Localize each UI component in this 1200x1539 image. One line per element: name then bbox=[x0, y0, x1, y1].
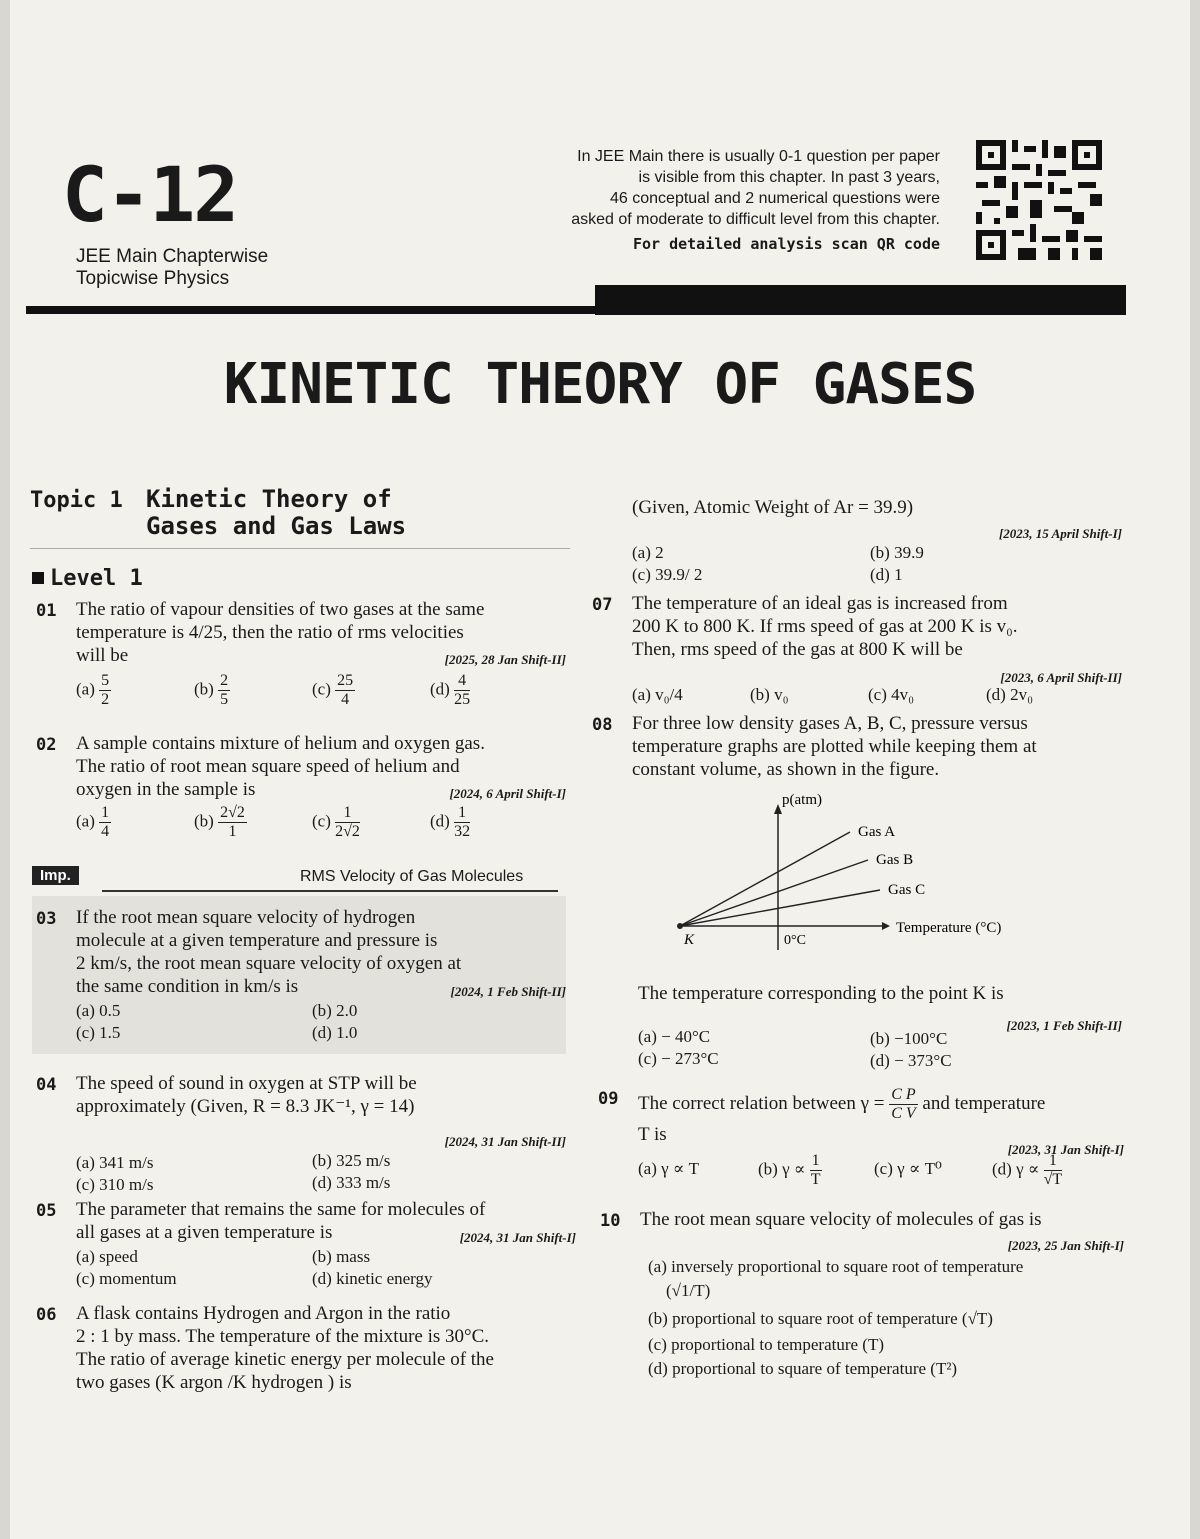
option-a-continued: (√1/T) bbox=[666, 1281, 711, 1300]
exam-source: [2024, 1 Feb Shift-II] bbox=[450, 984, 566, 999]
option-c[interactable]: (c) 310 m/s bbox=[76, 1175, 154, 1194]
exam-source: [2023, 6 April Shift-II] bbox=[1000, 670, 1122, 685]
intro-line: is visible from this chapter. In past 3 years, bbox=[638, 169, 940, 186]
level-heading bbox=[32, 566, 143, 591]
x-axis-label: Temperature (°C) bbox=[896, 920, 1002, 936]
option-a[interactable]: (a) − 40°C bbox=[638, 1027, 711, 1046]
question-text: constant volume, as shown in the figure. bbox=[632, 759, 940, 780]
intro-line: 46 conceptual and 2 numerical questions were bbox=[610, 190, 940, 207]
origin-label: 0°C bbox=[784, 933, 806, 948]
option-d[interactable]: (d) $\frac{4}{25}$ bbox=[430, 672, 471, 708]
question-07 bbox=[592, 592, 1122, 704]
question-09 bbox=[598, 1086, 1124, 1198]
book-title bbox=[76, 246, 268, 290]
option-d[interactable]: (d) 1.0 bbox=[312, 1023, 358, 1042]
option-d[interactable]: (d) γ ∝ $\frac{1}{√T}$ bbox=[992, 1152, 1063, 1188]
option-c[interactable]: (c) $\frac{25}{4}$ bbox=[312, 672, 354, 708]
question-text: Then, rms speed of the gas at 800 K will be bbox=[632, 639, 963, 660]
question-number: 02 bbox=[36, 735, 57, 755]
option-c[interactable]: (c) 1.5 bbox=[76, 1023, 121, 1042]
question-01 bbox=[36, 598, 566, 718]
qr-note: For detailed analysis scan QR code bbox=[632, 235, 940, 253]
question-02 bbox=[36, 732, 566, 852]
exam-source: [2023, 1 Feb Shift-II] bbox=[1006, 1018, 1122, 1033]
question-10 bbox=[600, 1208, 1124, 1388]
question-08 bbox=[592, 712, 1122, 792]
option-a[interactable]: (a) speed bbox=[76, 1247, 138, 1266]
x-axis-arrow-icon bbox=[882, 922, 890, 930]
question-number: 07 bbox=[592, 595, 613, 615]
question-text: The correct relation between γ = $\frac{\text{C P}}{\text{C V}}$ and temperature bbox=[638, 1086, 1046, 1122]
option-c[interactable]: (c) proportional to temperature (T) bbox=[648, 1335, 885, 1354]
option-b[interactable]: (b) $\frac{2}{5}$ bbox=[194, 672, 229, 708]
book-title-line1: JEE Main Chapterwise bbox=[76, 246, 269, 267]
question-text: approximately (Given, R = 8.3 JK⁻¹, γ = 14) bbox=[76, 1096, 415, 1117]
option-b[interactable]: (b) 2.0 bbox=[312, 1001, 358, 1020]
book-title-line2: Topicwise Physics bbox=[76, 268, 230, 289]
exam-source: [2023, 25 Jan Shift-I] bbox=[1007, 1238, 1124, 1253]
question-text: temperature is 4/25, then the ratio of rms velocities bbox=[76, 622, 464, 643]
option-c[interactable]: (c) 39.9/ 2 bbox=[632, 565, 703, 584]
option-b[interactable]: (b) −100°C bbox=[870, 1029, 948, 1048]
question-number: 01 bbox=[36, 601, 57, 621]
question-text: The ratio of average kinetic energy per molecule of the bbox=[76, 1349, 494, 1370]
gas-b-line bbox=[680, 860, 868, 926]
option-d[interactable]: (d) 1 bbox=[870, 565, 903, 584]
question-text: The parameter that remains the same for molecules of bbox=[76, 1199, 486, 1220]
question-text: The ratio of vapour densities of two gases at the same bbox=[76, 599, 485, 620]
question-text: the same condition in km/s is bbox=[76, 976, 299, 997]
question-number: 05 bbox=[36, 1201, 57, 1221]
option-a[interactable]: (a) 0.5 bbox=[76, 1001, 121, 1020]
question-text: 2 : 1 by mass. The temperature of the mixture is 30°C. bbox=[76, 1326, 490, 1347]
question-text: 2 km/s, the root mean square velocity of oxygen at bbox=[76, 953, 462, 974]
question-text: The ratio of root mean square speed of helium and bbox=[76, 756, 460, 777]
gas-c-line bbox=[680, 890, 880, 926]
point-k-label: K bbox=[684, 932, 695, 948]
question-04 bbox=[36, 1072, 566, 1194]
question-03 bbox=[36, 906, 566, 1046]
imp-rule bbox=[102, 890, 558, 892]
topic-title-line1: Kinetic Theory of bbox=[146, 485, 392, 513]
option-b[interactable]: (b) γ ∝ $\frac{1}{T}$ bbox=[758, 1152, 821, 1188]
question-text: For three low density gases A, B, C, pressure versus bbox=[632, 713, 1028, 734]
intro-line: asked of moderate to difficult level from this chapter. bbox=[571, 211, 940, 228]
option-d[interactable]: (d) 2v₀ bbox=[986, 685, 1033, 704]
question-text: The temperature of an ideal gas is increased from bbox=[632, 593, 1008, 614]
option-a[interactable]: (a) 341 m/s bbox=[76, 1153, 154, 1172]
option-d[interactable]: (d) 333 m/s bbox=[312, 1173, 391, 1192]
question-08-continued bbox=[638, 982, 1122, 1072]
point-k bbox=[677, 923, 683, 929]
question-number: 06 bbox=[36, 1305, 57, 1325]
pressure-temperature-graph bbox=[660, 790, 1060, 960]
option-b[interactable]: (b) v₀ bbox=[750, 685, 789, 704]
question-05 bbox=[36, 1198, 576, 1298]
option-b[interactable]: (b) mass bbox=[312, 1247, 371, 1266]
question-text: all gases at a given temperature is bbox=[76, 1222, 333, 1243]
option-a[interactable]: (a) γ ∝ T bbox=[638, 1159, 700, 1178]
option-c[interactable]: (c) − 273°C bbox=[638, 1049, 719, 1068]
option-c[interactable]: (c) momentum bbox=[76, 1269, 177, 1288]
option-d[interactable]: (d) kinetic energy bbox=[312, 1269, 433, 1288]
option-a[interactable]: (a) 2 bbox=[632, 543, 664, 562]
question-number: 09 bbox=[598, 1089, 619, 1109]
question-text: The temperature corresponding to the point K is bbox=[638, 983, 1004, 1004]
question-text: molecule at a given temperature and pressure is bbox=[76, 930, 438, 951]
option-a[interactable]: (a) v₀/4 bbox=[632, 685, 683, 704]
qr-code-icon[interactable] bbox=[976, 140, 1102, 260]
question-text: 200 K to 800 K. If rms speed of gas at 200 K is v₀. bbox=[632, 616, 1018, 637]
square-bullet-icon bbox=[32, 572, 44, 584]
exam-source: [2024, 31 Jan Shift-II] bbox=[444, 1134, 566, 1149]
exam-source: [2024, 31 Jan Shift-I] bbox=[459, 1230, 576, 1245]
exam-source: [2023, 15 April Shift-I] bbox=[998, 526, 1122, 541]
imp-label: RMS Velocity of Gas Molecules bbox=[300, 868, 524, 885]
exam-source: [2023, 31 Jan Shift-I] bbox=[1007, 1142, 1124, 1157]
header-rule bbox=[26, 306, 1126, 314]
question-text: If the root mean square velocity of hydrogen bbox=[76, 907, 416, 928]
question-number: 03 bbox=[36, 909, 57, 929]
question-text: temperature graphs are plotted while keeping them at bbox=[632, 736, 1037, 757]
topic-title bbox=[146, 486, 406, 540]
exam-source: [2025, 28 Jan Shift-II] bbox=[444, 652, 566, 667]
option-b[interactable]: (b) 325 m/s bbox=[312, 1151, 391, 1170]
question-text: oxygen in the sample is bbox=[76, 779, 256, 800]
question-number: 08 bbox=[592, 715, 613, 735]
question-text: The speed of sound in oxygen at STP will be bbox=[76, 1073, 417, 1094]
option-b[interactable]: (b) $\frac{2√2}{1}$ bbox=[194, 804, 245, 840]
option-d[interactable]: (d) $\frac{1}{32}$ bbox=[430, 804, 471, 840]
question-number: 10 bbox=[600, 1211, 621, 1231]
question-text: will be bbox=[76, 645, 129, 666]
gas-a-line bbox=[680, 832, 850, 926]
intro-line: In JEE Main there is usually 0-1 question per paper bbox=[577, 148, 940, 165]
option-d[interactable]: (d) proportional to square of temperature (T²) bbox=[648, 1359, 958, 1378]
option-a[interactable]: (a) inversely proportional to square root of temperature bbox=[648, 1257, 1024, 1276]
chapter-title: KINETIC THEORY OF GASES bbox=[223, 352, 977, 417]
exam-source: [2024, 6 April Shift-I] bbox=[449, 786, 566, 801]
question-06-continued bbox=[632, 496, 1122, 586]
option-c[interactable]: (c) 4v₀ bbox=[868, 685, 915, 704]
option-a[interactable]: (a) $\frac{5}{2}$ bbox=[76, 672, 110, 708]
question-number: 04 bbox=[36, 1075, 57, 1095]
question-text: The root mean square velocity of molecules of gas is bbox=[640, 1209, 1042, 1230]
page bbox=[10, 0, 1190, 1539]
question-text: T is bbox=[638, 1124, 667, 1145]
topic-title-line2: Gases and Gas Laws bbox=[146, 512, 407, 540]
option-b[interactable]: (b) proportional to square root of temperature (√T) bbox=[648, 1309, 993, 1328]
option-b[interactable]: (b) 39.9 bbox=[870, 543, 924, 562]
question-06 bbox=[36, 1302, 576, 1402]
imp-badge: Imp. bbox=[32, 866, 79, 885]
question-text: two gases (K argon /K hydrogen ) is bbox=[76, 1372, 352, 1393]
gas-c-label: Gas C bbox=[888, 882, 926, 898]
chapter-code: C-12 bbox=[62, 150, 238, 239]
chapter-intro bbox=[480, 146, 940, 255]
topic-divider bbox=[30, 548, 570, 549]
level-label: Level 1 bbox=[50, 566, 143, 591]
question-text: A sample contains mixture of helium and oxygen gas. bbox=[76, 733, 485, 754]
gas-a-label: Gas A bbox=[858, 824, 896, 840]
topic-label: Topic 1 bbox=[30, 488, 123, 513]
option-c[interactable]: (c) $\frac{1}{2√2}$ bbox=[312, 804, 360, 840]
option-c[interactable]: (c) γ ∝ T⁰ bbox=[874, 1159, 942, 1178]
gas-b-label: Gas B bbox=[876, 852, 914, 868]
question-text: (Given, Atomic Weight of Ar = 39.9) bbox=[632, 497, 914, 518]
y-axis-label: p(atm) bbox=[782, 792, 822, 808]
option-d[interactable]: (d) − 373°C bbox=[870, 1051, 952, 1070]
option-a[interactable]: (a) $\frac{1}{4}$ bbox=[76, 804, 110, 840]
question-text: A flask contains Hydrogen and Argon in the ratio bbox=[76, 1303, 451, 1324]
y-axis-arrow-icon bbox=[774, 804, 782, 814]
